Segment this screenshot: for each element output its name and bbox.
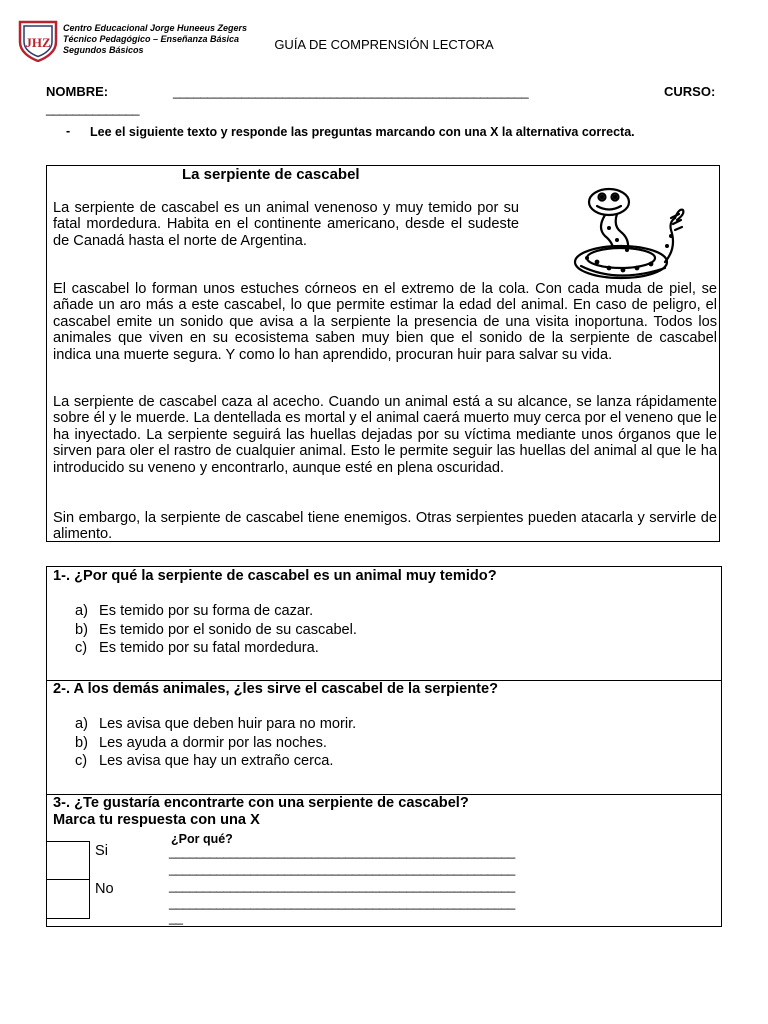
question-3 (47, 794, 721, 926)
reading-paragraph-2: El cascabel lo forman unos estuches córneos en el extremo de la cola. Con cada muda de piel, se añade un aro más a este cascabel, lo que permite estimar la edad del animal. En caso de peligro, el cascabel emite un sonido que avisa a la serpiente la presencia de una visita inoportuna. Todos los animales que viven en su ecosistema saben muy bien que el sonido de la serpiente de cascabel indica una muerte segura. Y como lo han aprendido, procuran huir para salvar su vida. (53, 281, 717, 363)
curso-label: CURSO: (664, 84, 716, 99)
question-2 (47, 680, 721, 795)
school-line-2: Técnico Pedagógico – Enseñanza Básica (63, 34, 240, 44)
option-text: Les ayuda a dormir por las noches. (99, 735, 327, 751)
answer-line-3[interactable]: ___________________________________________________ (169, 878, 515, 893)
answer-line-2[interactable]: ___________________________________________________ (169, 861, 515, 876)
question-1-option-a[interactable] (75, 603, 313, 619)
instruction-text: Lee el siguiente texto y responde las preguntas marcando con una X la alternativa correcta. (90, 125, 635, 139)
option-letter: b) (75, 622, 88, 638)
si-label: Si (95, 843, 108, 859)
no-label: No (95, 881, 114, 897)
page-title: GUÍA DE COMPRENSIÓN LECTORA (274, 37, 494, 52)
option-letter: a) (75, 603, 88, 619)
no-checkbox[interactable] (47, 879, 90, 919)
question-2-option-a[interactable] (75, 716, 356, 732)
reading-paragraph-1: La serpiente de cascabel es un animal venenoso y muy temido por su fatal mordedura. Habita en el continente americano, desde el sudeste de Canadá hasta el norte de Argentina. (53, 200, 519, 249)
question-1-option-c[interactable] (75, 640, 319, 656)
question-3-text (53, 795, 469, 829)
option-letter: b) (75, 735, 88, 751)
logo-letters: JHZ (25, 35, 51, 50)
rattlesnake-illustration (557, 178, 697, 288)
school-line-1: Centro Educacional Jorge Huneeus Zegers (63, 23, 248, 33)
answer-line-4[interactable]: ___________________________________________________ (169, 895, 515, 910)
nombre-field[interactable]: ____________________________________________________ (173, 84, 529, 99)
why-label: ¿Por qué? (171, 832, 233, 846)
question-1-option-b[interactable] (75, 622, 357, 638)
school-line-3: Segundos Básicos (63, 45, 144, 55)
option-letter: a) (75, 716, 88, 732)
option-letter: c) (75, 753, 88, 769)
nombre-label: NOMBRE: (46, 84, 109, 99)
option-text: Es temido por su forma de cazar. (99, 603, 314, 619)
option-letter: c) (75, 640, 88, 656)
option-text: Es temido por el sonido de su cascabel. (99, 622, 357, 638)
option-text: Es temido por su fatal mordedura. (99, 640, 319, 656)
curso-field[interactable]: ______________ (46, 101, 139, 116)
question-3-line-1: 3-. ¿Te gustaría encontrarte con una serpiente de cascabel? (53, 795, 469, 811)
question-1 (47, 567, 721, 681)
question-3-line-2: Marca tu respuesta con una X (53, 812, 260, 828)
answer-line-5[interactable]: __ (169, 910, 183, 925)
question-2-option-c[interactable] (75, 753, 333, 769)
question-2-option-b[interactable] (75, 735, 327, 751)
question-1-text: 1-. ¿Por qué la serpiente de cascabel es un animal muy temido? (53, 568, 497, 584)
si-checkbox[interactable] (47, 841, 90, 880)
reading-paragraph-4: Sin embargo, la serpiente de cascabel tiene enemigos. Otras serpientes pueden atacarla y servirle de alimento. (53, 510, 717, 543)
questions-section (46, 566, 722, 927)
answer-line-1[interactable]: ___________________________________________________ (169, 844, 515, 859)
instruction-bullet: - (66, 124, 71, 138)
reading-passage (46, 165, 720, 542)
reading-title: La serpiente de cascabel (182, 166, 360, 183)
reading-paragraph-3: La serpiente de cascabel caza al acecho. Cuando un animal está a su alcance, se lanza rápidamente sobre él y le muerde. La dentellada es mortal y el animal caerá muerto muy cerca por el veneno que le ha inyectado. La serpiente seguirá las huellas dejadas por su víctima mediante unos órganos que le sirven para oler el rastro de cualquier animal. Esto le permite seguir las huellas del animal al que le ha introducido su veneno y encontrarlo, aunque esté en plena oscuridad. (53, 394, 717, 476)
option-text: Les avisa que deben huir para no morir. (99, 716, 357, 732)
question-2-text: 2-. A los demás animales, ¿les sirve el cascabel de la serpiente? (53, 681, 499, 697)
option-text: Les avisa que hay un extraño cerca. (99, 753, 334, 769)
